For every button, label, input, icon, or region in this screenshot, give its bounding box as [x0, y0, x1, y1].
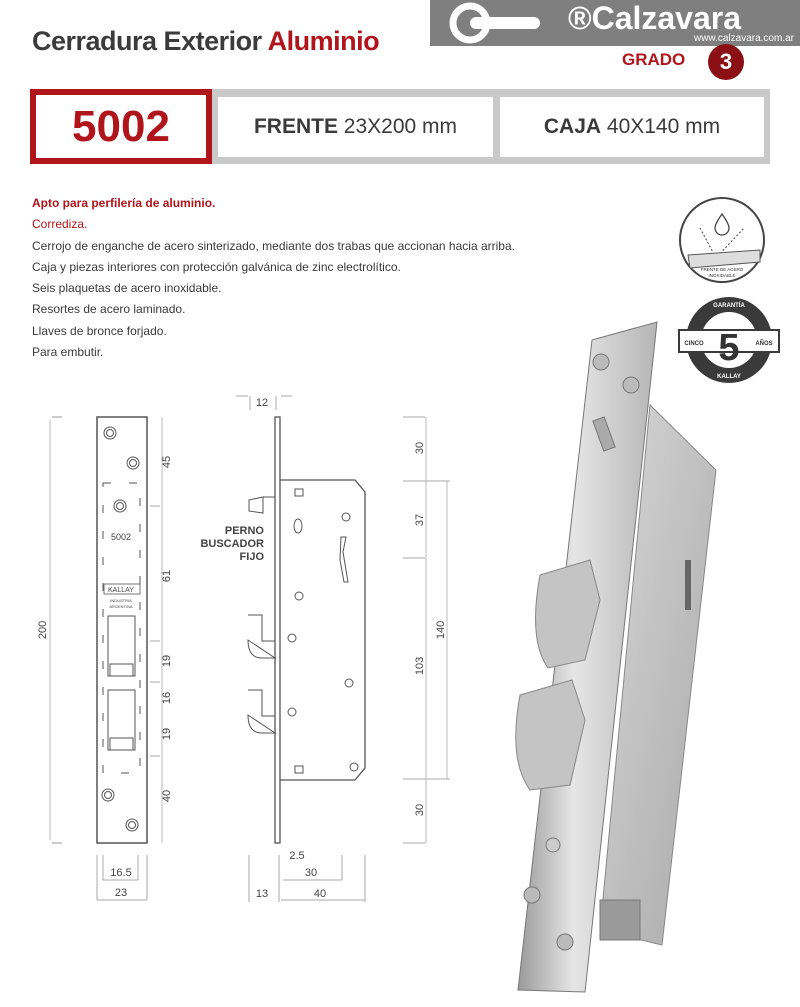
caja-label: CAJA — [543, 115, 602, 138]
caja-value: 40X140 mm — [606, 115, 721, 138]
dim-30-depth: 30 — [304, 867, 318, 879]
pin-label-2: BUSCADOR — [200, 538, 264, 550]
watermark-url: www.calzavara.com.ar — [693, 33, 794, 44]
grade-label: GRADO — [622, 50, 686, 69]
dim-103: 103 — [414, 656, 426, 676]
side-view-drawing — [236, 396, 450, 902]
warranty-badge — [679, 297, 779, 383]
model-number: 5002 — [30, 89, 212, 164]
dim-40-depth: 40 — [313, 888, 327, 900]
warranty-right: AÑOS — [755, 341, 773, 347]
dim-200: 200 — [37, 620, 49, 640]
feature-item: Corrediza. — [32, 217, 88, 232]
dim-19b: 19 — [161, 727, 173, 741]
front-view-drawing — [50, 417, 162, 900]
dim-16-5: 16.5 — [110, 867, 132, 879]
dim-23: 23 — [114, 887, 128, 899]
dim-140: 140 — [435, 620, 447, 640]
feature-item: Cerrojo de enganche de acero sinterizado, mediante dos trabas que accionan hacia arriba. — [32, 238, 515, 253]
dim-2-5: 2.5 — [289, 850, 305, 862]
plate-brand: KALLAY — [108, 587, 134, 594]
dim-12: 12 — [255, 397, 269, 409]
title-accent: Aluminio — [267, 26, 380, 56]
warranty-top: GARANTÍA — [713, 303, 745, 309]
pin-label-3: FIJO — [239, 551, 264, 563]
dim-16: 16 — [161, 691, 173, 705]
page-title — [32, 26, 379, 57]
stainless-badge-line2: INOXIDABLE — [708, 273, 736, 278]
pin-label-1: PERNO — [224, 525, 264, 537]
dim-61: 61 — [161, 569, 173, 583]
dim-45: 45 — [161, 455, 173, 469]
feature-item: Seis plaquetas de acero inoxidable. — [32, 281, 222, 296]
warranty-bottom: KALLAY — [717, 374, 741, 380]
dim-13: 13 — [255, 888, 269, 900]
calzavara-logo-icon — [430, 0, 550, 46]
feature-item: Apto para perfilería de aluminio. — [32, 196, 216, 210]
dim-37: 37 — [414, 513, 426, 527]
watermark-brand: ®Calzavara — [568, 0, 742, 36]
dim-40: 40 — [161, 789, 173, 803]
feature-item: Resortes de acero laminado. — [32, 302, 186, 317]
side-view-labels — [200, 397, 447, 900]
feature-item: Llaves de bronce forjado. — [32, 323, 167, 338]
front-view-labels — [37, 456, 173, 899]
stainless-badge-line1: FRENTE DE ACERO — [700, 267, 744, 272]
feature-item: Para embutir. — [32, 345, 104, 360]
frente-label: FRENTE — [253, 115, 338, 138]
dim-30-bottom: 30 — [414, 803, 426, 817]
frente-value: 23X200 mm — [343, 115, 458, 138]
grade-badge: 3 — [708, 44, 744, 80]
plate-origin1: INDUSTRIA — [110, 598, 132, 603]
dim-19a: 19 — [161, 654, 173, 668]
product-photo — [516, 322, 716, 992]
title-main: Cerradura Exterior — [32, 26, 268, 56]
stainless-steel-badge — [680, 198, 764, 282]
plate-model: 5002 — [110, 532, 132, 542]
warranty-left: CINCO — [684, 341, 704, 347]
feature-item: Caja y piezas interiores con protección galvánica de zinc electrolítico. — [32, 259, 401, 274]
warranty-number: 5 — [718, 327, 740, 369]
dim-30-top: 30 — [414, 441, 426, 455]
plate-origin2: ARGENTINA — [109, 604, 133, 609]
